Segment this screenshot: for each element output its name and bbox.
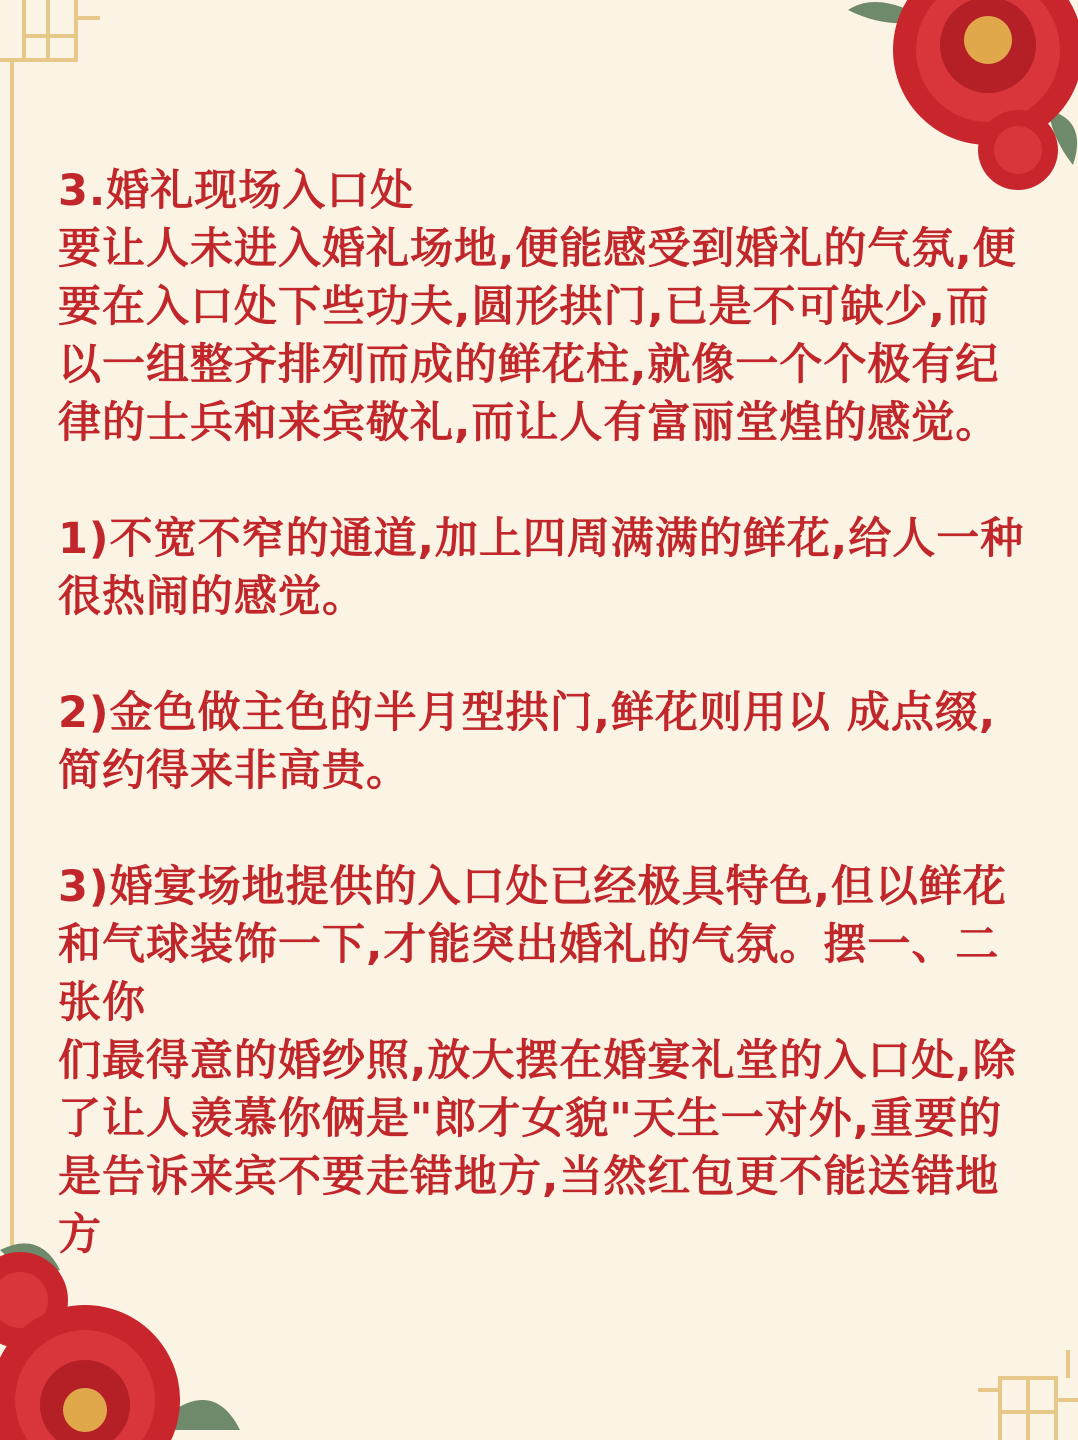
item-3-line: 们最得意的婚纱照,放大摆在婚宴礼堂的入口处,除 <box>58 1036 1017 1086</box>
intro-line: 要在入口处下些功夫,圆形拱门,已是不可缺少,而 <box>58 282 991 332</box>
item-2-line: 简约得来非高贵。 <box>58 746 410 796</box>
section-heading: 3.婚礼现场入口处 <box>58 166 415 216</box>
item-3-line: 了让人羡慕你俩是"郎才女貌"天生一对外,重要的 <box>58 1094 1003 1144</box>
intro-line: 律的士兵和来宾敬礼,而让人有富丽堂煌的感觉。 <box>58 398 1000 448</box>
frame-corner-bottom-right <box>978 1350 1078 1440</box>
item-3-line: 是告诉来宾不要走错地方,当然红包更不能送错地 <box>58 1152 1000 1202</box>
item-3-line: 和气球装饰一下,才能突出婚礼的气氛。摆一、二张你 <box>58 920 1000 1028</box>
paragraph-gap <box>58 800 1028 858</box>
item-2-line: 2)金色做主色的半月型拱门,鲜花则用以 成点缀, <box>58 688 997 738</box>
intro-line: 要让人未进入婚礼场地,便能感受到婚礼的气氛,便 <box>58 224 1017 274</box>
item-3-line: 方 <box>58 1210 102 1260</box>
item-1-line: 很热闹的感觉。 <box>58 572 366 622</box>
paragraph-gap <box>58 452 1028 510</box>
paragraph-gap <box>58 626 1028 684</box>
intro-line: 以一组整齐排列而成的鲜花柱,就像一个个极有纪 <box>58 340 1000 390</box>
item-3-line: 3)婚宴场地提供的入口处已经极具特色,但以鲜花 <box>58 862 1007 912</box>
item-1-line: 1)不宽不窄的通道,加上四周满满的鲜花,给人一种 <box>58 514 1025 564</box>
article-body <box>58 162 1028 1264</box>
